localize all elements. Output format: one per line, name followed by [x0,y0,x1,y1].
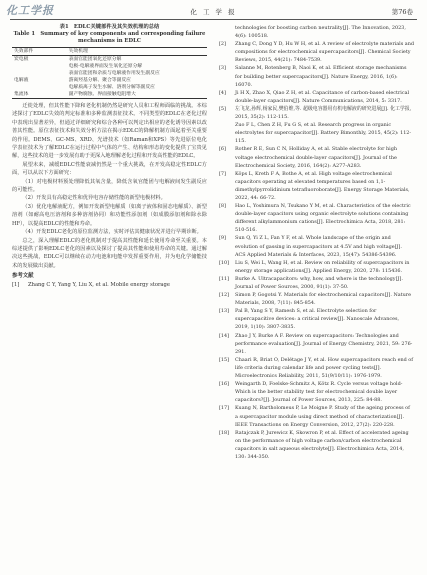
reference-text: technologies for boosting carbon neutrality[J]. The Innovation, 2023, 4(6): 100518. [235,25,406,40]
table-header-row [12,48,207,56]
reference-item [219,40,414,64]
table-cell-mechanism: 电解质离子发生水解、溶剂分解等副反应 [68,85,155,90]
reference-item [219,121,414,145]
table-row [12,84,207,91]
paragraph: 展望未来，减缓EDLC性能衰减仍然是一个重大挑战，在开发高稳定性EDLC方面，可以从以下方面研究： [12,161,207,177]
right-column [219,24,414,461]
table-caption-en: Table 1 Summary of key components and corresponding failure mechanisms in EDLC [13,31,206,44]
volume-label: 第76卷 [391,8,413,16]
reference-number: [15] [219,356,230,363]
reference-text: Weingarth D, Foelske-Schmitz A, Kötz R. Cycle versus voltage hold-Which is the better stability test for electrochemical double layer capacitors?[J]. Journal of Power Sources, 2013, 225: 84-88. [235,381,403,404]
table-header: 失效部件 [14,49,34,54]
reference-number: [5] [219,105,226,112]
table-cell-mechanism: 游离羟基分解、聚合等副反应 [68,78,131,83]
reference-item [219,380,414,404]
reference-number: [14] [219,332,230,339]
reference-text: Zhang C, Dong Y D, Hu W H, et al. A review of electrolyte materials and compositions for electrochemical supercapacitors[J]. Chemical Society Reviews, 2015, 44(21): 7484-7539. [235,41,414,64]
reference-number: [2] [219,41,226,48]
right-references [219,24,414,461]
left-column [12,24,207,289]
reference-number: [10] [219,259,230,266]
reference-text: 左飞龙,孙辉,杨家民,樊伯维,等. 超级电容器用有机电解液的研究进展[J]. 化工学报, 2015, 35(2): 112-115. [235,105,412,121]
reference-number: [1] [12,281,20,288]
references-title: 参考文献 [12,273,34,280]
table-row [12,77,207,84]
reference-text: Salanne M, Rotenberg B, Naoi K, et al. Efficient storage mechanisms for building better supercapacitors[J]. Nature Energy, 2016, 1(6): 16070. [235,65,407,88]
table-cell-mechanism: 副产物腐蚀、界面接触电阻增大 [68,92,136,97]
list-item: （3）优化电解液配方，例如开发新型电解质（如离子液体和固态电解质）、新型溶剂（如耐高电压溶剂和多种溶剂协同）和功能性添加剂（如成膜添加剂和除水除HF），以提高EDLC的性能和寿命。 [12,203,207,227]
table-caption-cn: 表1 EDLC关键部件及其失效机理的总结 [59,24,160,30]
journal-name: 化 工 学 报 [190,8,237,16]
table-cell-mechanism: 电极-电解液界面发生氧化还原分解 [68,64,143,69]
reference-text: Ji H X, Zhao X, Qiao Z H, et al. Capacitance of carbon-based electrical double-layer capacitors[J]. Nature Communications, 2014, 5: 3317. [235,89,410,104]
reference-item [219,404,414,428]
reference-item [12,281,207,289]
reference-item [219,356,414,380]
reference-number: [17] [219,405,230,412]
reference-text: Köps L, Kreth F A, Bothe A, et al. High voltage electrochemical capacitors operating at elevated temperatures based on 1,1-dimethylpyrrolidinium tetrafluoroborate[J]. Energy Storage Materials, 2022, 44: 66-72. [235,170,410,201]
reference-item [219,202,414,234]
reference-number: [18] [219,429,230,436]
reference-item [219,89,414,105]
journal-logo: 化工学报 [6,4,54,17]
reference-number: [6] [219,146,226,153]
reference-item [219,105,414,121]
list-item: （1）对电极材料预处理降低其氧含量，降低含氧官能团与电解液间发生副反应的可能性。 [12,178,207,194]
left-references [12,281,207,289]
reference-text: Hao L, Yoshimura N, Tsukano Y M, et al. Characteristics of the electric double-layer capacitors using organic electrolyte solutions containing different alkylammonium cations[J]. Electrochimica Acta, 2018, 281: 510-516. [235,203,411,234]
table-cell-part: 集流体 [14,92,29,97]
reference-text: Rother R E, Sun C N, Holliday A, et al. Stable electrolyte for high voltage electrochemical double-layer capacitors[J]. Journal of the Electrochemical Society, 2016, 164(2): A277-A283. [235,146,398,169]
reference-text: Simon P, Gogotsi Y. Materials for electrochemical capacitors[J]. Nature Materials, 2008, 7(11): 845-854. [235,292,411,307]
reference-number: [4] [219,89,226,96]
reference-item [219,64,414,88]
reference-item [219,307,414,331]
reference-text: Sun Q, Yi Z L, Fan Y F, et al. Whole landscape of the origin and evolution of gassing in supercapacitors at 4.5V and high voltage[J]. ACS Applied Materials & Interfaces, 2023, 15(47): 54386-54396. [235,235,402,258]
reference-text: Chaari R, Briat O, Delétage J Y, et al. How supercapacitors reach end of life criteria during calendar life and power cycling tests[J]. Microelectronics Reliability, 2011, 51(9/10/11): 1976-1979. [235,356,414,380]
table-cell-part: 炭电极 [14,57,29,62]
failure-table [12,47,207,99]
table-cell-part: 电解液 [14,78,29,83]
list-item: （4）开发EDLC老化的原位监测方法，实时评估其健康状况并进行早期诊断。 [22,229,202,236]
reference-number: [16] [219,381,230,388]
table-cell-part [12,84,67,91]
table-row [12,91,207,99]
reference-text: Kuang N, Bartholomeus P, Le Moigne P. Study of the ageing process of a supercapacitor module using direct method of characterization[J]. IEEE Transactions on Energy Conversion, 2012, 27(2): 220-228. [235,405,410,428]
reference-item [219,145,414,169]
reference-item [219,275,414,291]
reference-item [219,170,414,202]
reference-number: [11] [219,275,230,282]
reference-text: Ratajczak P, Jurewicz K, Skowron P, et al. Effect of accelerated ageing on the performance of high voltage carbon/carbon electrochemical capacitors in salt aqueous electrolyte[J]. Electrochimica Acta, 2014, 130: 344-350. [235,429,409,460]
reference-number: [7] [219,170,226,177]
header-rule [10,19,417,20]
page-header [0,0,427,22]
reference-text: Pal B, Yang S Y, Ramesh S, et al. Electrolyte selection for supercapacitive devices: a critical review[J]. Nanoscale Advances, 2019, 1(10): 3807-3835. [235,308,400,331]
reference-item [219,429,414,461]
paragraph: 迁徙处理，但其性能下降和老化机制仍然是研究人员和工程师面临的挑战。本综述探讨了EDLC失效的判定标准和多种监测表征技术。不同类型的EDLC在老化过程中表现出显著差异，但通过详细研究和综合各种可以判定出相应的老化诱导因素以改善其性能。原位表征技术和失效分析方法在揭示EDLC的降解机制方面起着至关重要的作用。DEMS、GC-MS、XRD、光谱技术（如Raman和XPS）等先进原位电化学表征技术为了解EDLC在运行过程中气体的产生、结构和形态的变化提供了宝贵见解，这些技术的进一步发展有助于更深入地理解老化过程和开发高性能的EDLC。 [12,103,207,160]
reference-text: Zhang C Y, Yang Y, Liu X, et al. Mobile energy storage [28,281,170,288]
reference-item [219,291,414,307]
table-cell-part [12,70,67,77]
table-cell-mechanism: 表面官能团氧化还原分解 [68,57,122,62]
table-header: 失效机理 [68,49,88,54]
table-cell-mechanism: 表面官能团和杂质与电解液作用发生副反应 [68,71,160,76]
table-row [12,70,207,77]
table-row [12,63,207,70]
table-row [12,56,207,64]
reference-item [219,234,414,258]
reference-number: [3] [219,65,226,72]
reference-number: [13] [219,308,230,315]
table-cell-part [12,63,67,70]
conclusion-paragraph: 总之，深入理解EDLC的老化机制对于提高其性能和延长使用寿命至关重要。本综述提供了影响EDLC老化的因素以及探讨了提高其性能和使用寿命的关键。通过解决这些挑战，EDLC可以继续在动力电池和电能中发挥重要作用，并为电化学储能技术的发展做出贡献。 [12,237,207,269]
reference-number: [9] [219,235,226,242]
reference-number: [12] [219,292,230,299]
reference-text: Liu S, Wei L, Wang H, et al. Review on reliability of supercapacitors in energy storage applications[J]. Applied Energy, 2020, 278: 115436. [235,259,410,274]
reference-text: Burke A. Ultracapacitors: why, how, and where is the technology[J]. Journal of Power Sources, 2000, 91(1): 37-50. [235,275,403,290]
reference-number: [8] [219,203,226,210]
reference-text: Zuo F L, Chen Z H, Fu G S, et al. Research progress in organic electrolytes for supercapacitor[J]. Battery Bimonthly, 2015, 45(2): 112-115. [235,122,412,145]
reference-item [219,24,414,40]
reference-item [219,332,414,356]
list-item: （2）开发具有高稳定性和优异电容存储性能的新型电极材料。 [22,195,166,202]
reference-text: Zhao J Y, Burke A F. Review on supercapacitors: Technologies and performance evaluation[J]. Journal of Energy Chemistry, 2021, 59: 276-291. [235,332,413,355]
reference-item [219,259,414,275]
